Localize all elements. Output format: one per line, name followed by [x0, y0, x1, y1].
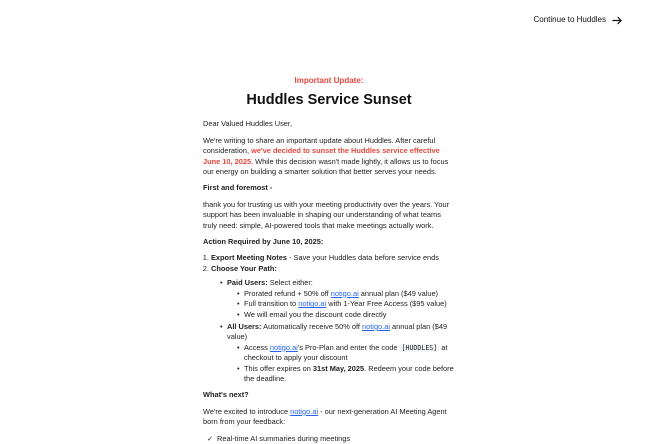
feature-list	[203, 434, 455, 444]
top-bar	[534, 15, 624, 26]
notigo-link[interactable]: notigo.ai	[269, 342, 298, 352]
continue-to-huddles-link[interactable]: Continue to Huddles	[533, 15, 606, 25]
list-item: • This offer expires on 31st May, 2025. Redeem your code before the deadline.	[237, 364, 455, 385]
step-choose-path: 2. Choose Your Path: • Paid Users: Select either: • Prorated refund + 50% off notigo.ai annual plan ($49 value) • Full transition to notigo.ai with 1-Year Free Access ($95 value) • We will email you the discount code directly • All Users: Automatically receive 50% off notigo.ai annual plan ($49 value) • Access notigo.ai's Pro-Plan and enter the code [HUDDLES] at checkout to apply your discount • This offer expires on 31st May, 2025. Redeem your code before the deadline.	[211, 264, 455, 384]
first-heading: First and foremost -	[203, 183, 273, 193]
discount-code: [HUDDLES]	[401, 343, 438, 352]
step-export: 1. Export Meeting Notes - Save your Huddles data before service ends	[211, 253, 455, 263]
intro-paragraph: We're writing to share an important update about Huddles. After careful consideration, we've decided to sunset the Huddles service effective June 10, 2025. While this decision wasn't made lightly, it allows us to focus our energy on building a smarter solution that better serves your needs.	[203, 135, 449, 177]
action-steps	[203, 253, 455, 384]
list-item: • We will email you the discount code directly	[237, 310, 455, 320]
thanks-paragraph: thank you for trusting us with your meeting productivity over the years. Your support has been invaluable in shaping our understanding of what teams truly need: simple, AI-powered tools that make meetings actually work.	[203, 199, 450, 230]
list-item: • Full transition to notigo.ai with 1-Year Free Access ($95 value)	[237, 299, 455, 309]
notigo-link[interactable]: notigo.ai	[362, 321, 390, 331]
notigo-link[interactable]: notigo.ai	[290, 406, 319, 416]
notigo-link[interactable]: notigo.ai	[330, 288, 359, 298]
sunset-date-highlight: we've decided to sunset the Huddles service effective June 10, 2025	[203, 146, 440, 166]
path-options	[211, 278, 455, 384]
list-item: • Access notigo.ai's Pro-Plan and enter the code [HUDDLES] at checkout to apply your discount	[237, 343, 455, 364]
list-item: • Prorated refund + 50% off notigo.ai annual plan ($49 value)	[237, 289, 455, 299]
page-title: Huddles Service Sunset	[246, 92, 412, 109]
action-heading: Action Required by June 10, 2025:	[203, 237, 324, 247]
notigo-link[interactable]: notigo.ai	[298, 299, 327, 309]
greeting: Dear Valued Huddles User,	[203, 119, 293, 129]
whats-next-heading: What's next?	[203, 390, 249, 400]
announcement-content	[203, 76, 455, 444]
paid-users-option: • Paid Users: Select either: • Prorated refund + 50% off notigo.ai annual plan ($49 value) • Full transition to notigo.ai with 1-Year Free Access ($95 value) • We will email you the discount code directly	[220, 278, 455, 320]
feature-item: ✓ Real-time AI summaries during meetings	[207, 434, 455, 444]
all-users-option: • All Users: Automatically receive 50% off notigo.ai annual plan ($49 value) • Access notigo.ai's Pro-Plan and enter the code [HUDDLES] at checkout to apply your discount • This offer expires on 31st May, 2025. Redeem your code before the deadline.	[220, 322, 455, 384]
intro-notigo-paragraph: We're excited to introduce notigo.ai - our next-generation AI Meeting Agent born from your feedback:	[203, 406, 447, 427]
arrow-right-icon[interactable]	[612, 15, 623, 26]
important-update-label: Important Update:	[294, 76, 364, 85]
